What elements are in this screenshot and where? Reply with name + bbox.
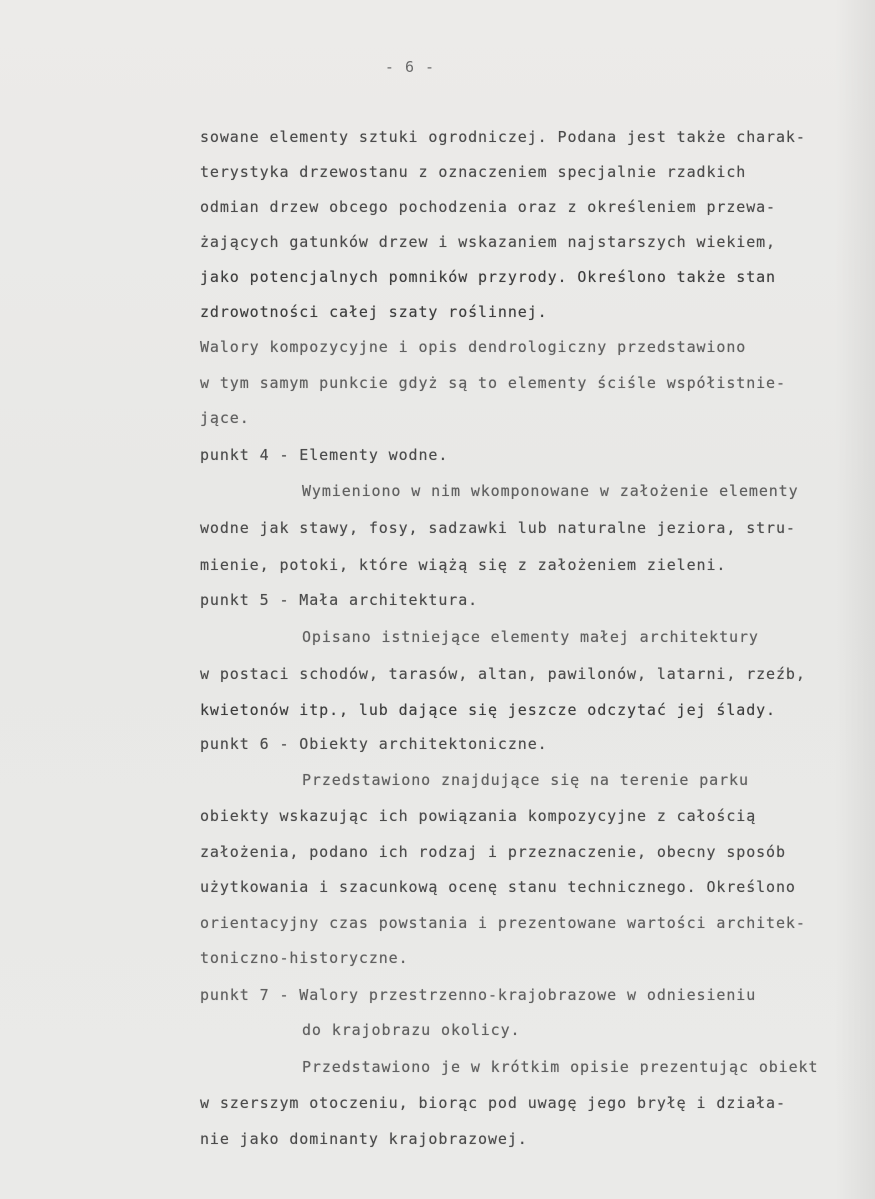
text-line: zdrowotności całej szaty roślinnej.: [200, 303, 548, 321]
text-line: obiekty wskazując ich powiązania kompozycyjne z całością: [200, 807, 757, 825]
page-edge-shadow: [835, 0, 875, 1199]
text-line: Przedstawiono znajdujące się na terenie parku: [302, 771, 749, 789]
text-line: wodne jak stawy, fosy, sadzawki lub naturalne jeziora, stru-: [200, 519, 796, 537]
text-line: Przedstawiono je w krótkim opisie prezentując obiekt: [302, 1058, 819, 1076]
text-line: toniczno-historyczne.: [200, 949, 409, 967]
text-line: jako potencjalnych pomników przyrody. Określono także stan: [200, 268, 776, 286]
text-line: kwietonów itp., lub dające się jeszcze odczytać jej ślady.: [200, 701, 776, 719]
text-line: jące.: [200, 409, 250, 427]
section-heading: punkt 6 - Obiekty architektoniczne.: [200, 735, 548, 753]
text-line: żających gatunków drzew i wskazaniem najstarszych wiekiem,: [200, 233, 776, 251]
text-line: w szerszym otoczeniu, biorąc pod uwagę jego bryłę i działa-: [200, 1094, 786, 1112]
text-line: w postaci schodów, tarasów, altan, pawilonów, latarni, rzeźb,: [200, 665, 806, 683]
text-line: Walory kompozycyjne i opis dendrologiczny przedstawiono: [200, 338, 747, 356]
section-heading: punkt 4 - Elementy wodne.: [200, 446, 449, 464]
text-line: w tym samym punkcie gdyż są to elementy ściśle współistnie-: [200, 374, 786, 392]
text-line: Opisano istniejące elementy małej architektury: [302, 628, 759, 646]
text-line: orientacyjny czas powstania i prezentowane wartości architek-: [200, 914, 806, 932]
section-heading: punkt 7 - Walory przestrzenno-krajobrazowe w odniesieniu: [200, 986, 757, 1004]
text-line: użytkowania i szacunkową ocenę stanu technicznego. Określono: [200, 878, 796, 896]
text-line: założenia, podano ich rodzaj i przeznaczenie, obecny sposób: [200, 843, 786, 861]
page-number: - 6 -: [384, 58, 436, 76]
text-line: terystyka drzewostanu z oznaczeniem specjalnie rzadkich: [200, 163, 747, 181]
text-line: nie jako dominanty krajobrazowej.: [200, 1130, 528, 1148]
section-heading: punkt 5 - Mała architektura.: [200, 591, 479, 609]
text-line: Wymieniono w nim wkomponowane w założenie elementy: [302, 482, 799, 500]
text-line: odmian drzew obcego pochodzenia oraz z określeniem przewa-: [200, 198, 776, 216]
text-line: do krajobrazu okolicy.: [302, 1021, 521, 1039]
text-line: mienie, potoki, które wiążą się z założeniem zieleni.: [200, 556, 727, 574]
text-line: sowane elementy sztuki ogrodniczej. Podana jest także charak-: [200, 128, 806, 146]
